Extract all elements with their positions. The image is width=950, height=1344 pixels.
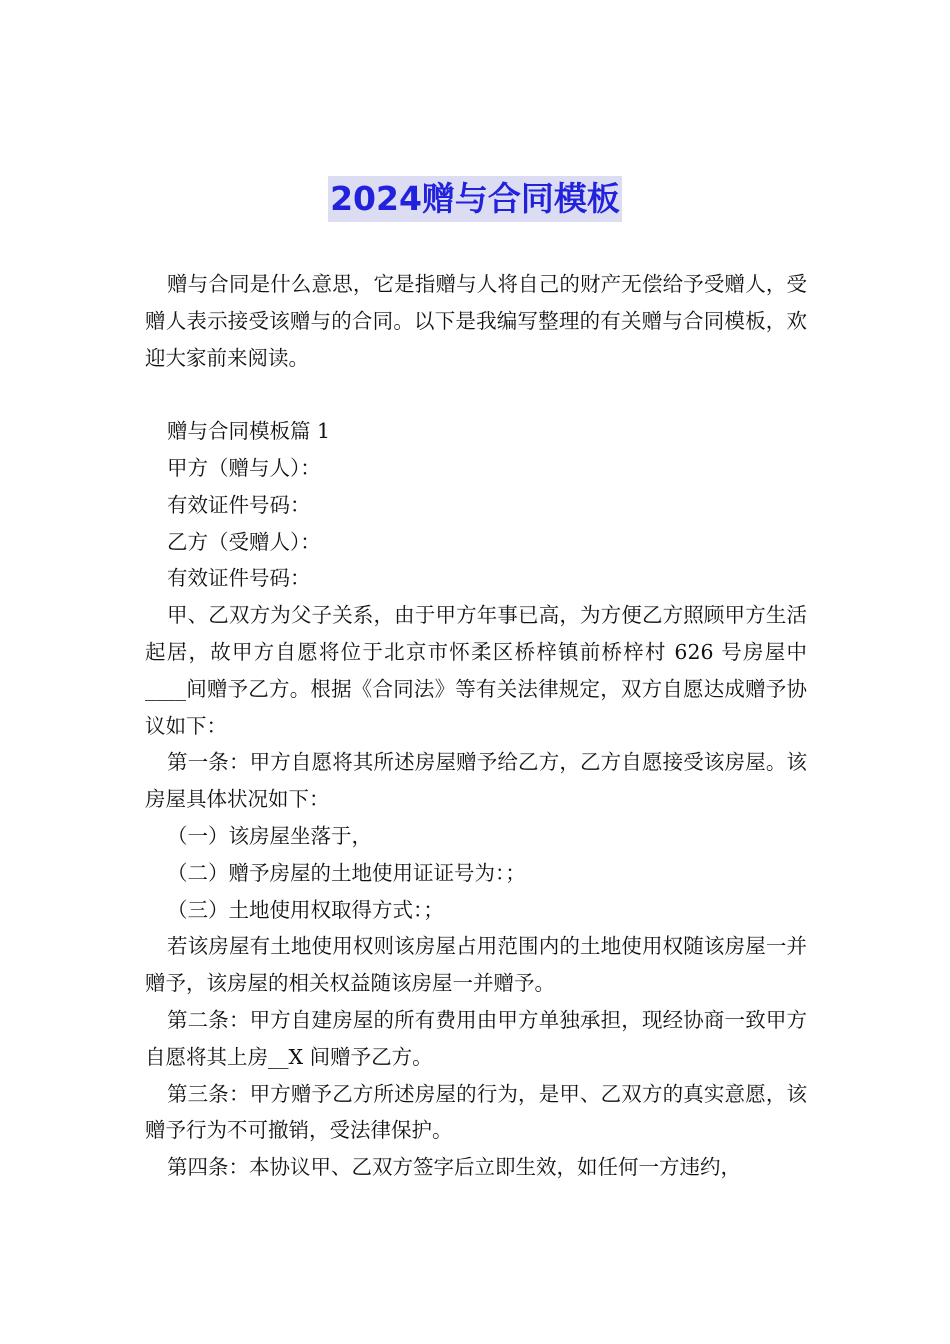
item-1-line: （一）该房屋坐落于， [167,823,372,848]
party-b-id-line: 有效证件号码： [167,566,311,591]
article-3-paragraph: 第三条：甲方赠予乙方所述房屋的行为，是甲、乙双方的真实意愿，该赠予行为不可撤销，受法律保护。 [145,1081,807,1143]
document-body [145,266,807,1186]
preamble-paragraph: 甲、乙双方为父子关系，由于甲方年事已高，为方便乙方照顾甲方生活起居，故甲方自愿将位于北京市怀柔区桥梓镇前桥梓村 626 号房屋中____间赠予乙方。根据《合同法》等有关法律规定，双方自愿达成赠予协议如下： [145,603,807,738]
document-title: 2024赠与合同模板 [328,176,622,222]
land-rights-paragraph: 若该房屋有土地使用权则该房屋占用范围内的土地使用权随该房屋一并赠予，该房屋的相关权益随该房屋一并赠予。 [145,934,807,996]
section-heading: 赠与合同模板篇 1 [167,419,331,444]
intro-paragraph: 赠与合同是什么意思，它是指赠与人将自己的财产无偿给予受赠人，受赠人表示接受该赠与的合同。以下是我编写整理的有关赠与合同模板，欢迎大家前来阅读。 [145,272,807,370]
party-a-line: 甲方（赠与人）： [167,455,321,480]
party-a-id-line: 有效证件号码： [167,492,311,517]
article-4-paragraph: 第四条：本协议甲、乙双方签字后立即生效，如任何一方违约， [167,1155,741,1180]
party-b-line: 乙方（受赠人）： [167,529,321,554]
item-2-line: （二）赠予房屋的土地使用证证号为：； [167,860,526,885]
item-3-line: （三）土地使用权取得方式：； [167,897,444,922]
article-1-paragraph: 第一条：甲方自愿将其所述房屋赠予给乙方，乙方自愿接受该房屋。该房屋具体状况如下： [145,750,807,812]
article-2-paragraph: 第二条：甲方自建房屋的所有费用由甲方单独承担，现经协商一致甲方自愿将其上房__X 间赠予乙方。 [145,1007,807,1069]
title-container [0,176,950,222]
